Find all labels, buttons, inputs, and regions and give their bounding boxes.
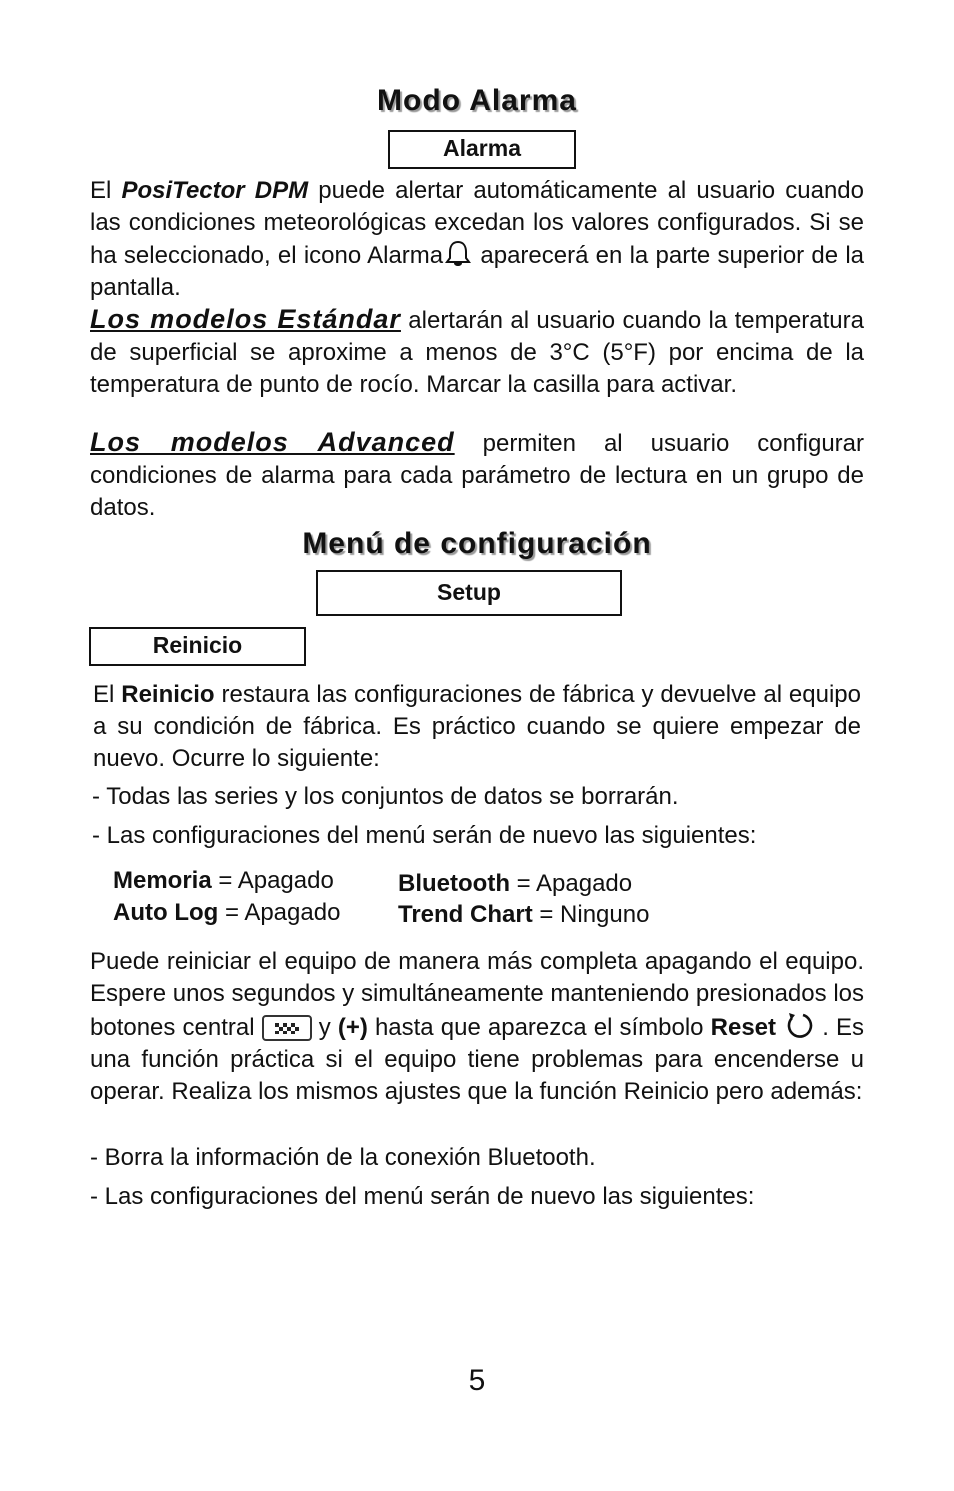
setting-value: = Apagado: [509, 870, 633, 897]
hard-reset-paragraph: [90, 946, 864, 1108]
setting-trend-chart: [398, 899, 649, 931]
page-number: 5: [468, 1364, 486, 1397]
advanced-models-lead: Los modelos Advanced: [90, 427, 455, 457]
hard-reset-text-2: y: [311, 1014, 338, 1041]
setting-bluetooth: [398, 868, 632, 900]
setting-auto-log: [113, 897, 340, 929]
bullet-item: - Las configuraciones del menú serán de nuevo las siguientes:: [90, 1183, 755, 1210]
reset-desc-bold: Reinicio: [121, 681, 215, 708]
bell-alarm-icon: [443, 239, 473, 269]
advanced-models-paragraph: [90, 426, 864, 524]
hard-reset-text-1: Puede reiniciar el equipo de manera más completa apagando el equipo. Espere unos segundos y simultáneamente manteniendo presionados los botones central: [90, 948, 864, 1041]
setup-heading: Menú de configuración: [302, 527, 652, 560]
alarm-intro-text-1: El: [90, 177, 122, 204]
plus-button-label: (+): [337, 1014, 368, 1041]
bullet-item: - Todas las series y los conjuntos de datos se borrarán.: [92, 783, 679, 810]
alarm-heading: Modo Alarma: [377, 84, 577, 117]
standard-models-text: alertarán al usuario cuando la temperatura de superficial se aproxime a menos de 3°C (5°F) por encima de la temperatura de punto de rocío. Marcar la casilla para activar.: [90, 307, 864, 398]
center-button-icon: [262, 1015, 312, 1041]
reset-desc-text-1: El: [93, 681, 122, 708]
bullet-item: - Borra la información de la conexión Bluetooth.: [90, 1144, 596, 1171]
standard-models-lead: Los modelos Estándar: [90, 304, 401, 334]
bullet-item: - Las configuraciones del menú serán de nuevo las siguientes:: [92, 822, 757, 849]
hard-reset-text-4: . Es una función práctica si el equipo tiene problemas para encenderse u operar. Realiza los mismos ajustes que la función Reinicio pero además:: [90, 1014, 864, 1105]
hard-reset-text-3: hasta que aparezca el símbolo: [367, 1014, 711, 1041]
reset-word: Reset: [710, 1014, 777, 1041]
setting-name: Memoria: [113, 867, 212, 894]
alarm-intro-paragraph: [90, 175, 864, 304]
setting-value: = Ninguno: [532, 901, 650, 928]
reset-symbol-icon: [783, 1010, 815, 1042]
brand-name: PosiTector DPM: [121, 177, 309, 204]
setting-memoria: [113, 865, 334, 897]
setting-name: Auto Log: [113, 899, 219, 926]
alarm-menu-box: Alarma: [388, 130, 576, 169]
alarm-intro-text-2: puede alertar automáticamente al usuario cuando las condiciones meteorológicas excedan los valores configurados. Si se ha seleccionado, el icono Alarma: [90, 177, 865, 269]
alarm-intro-text-3: aparecerá en la parte superior de la pantalla.: [90, 242, 864, 301]
setup-menu-box: Setup: [316, 570, 622, 616]
reset-desc-text-2: restaura las configuraciones de fábrica y devuelve al equipo a su condición de fábrica. Es práctico cuando se quiere empezar de nuevo. Ocurre lo siguiente:: [93, 681, 861, 772]
reset-description-paragraph: [93, 679, 861, 775]
setting-value: = Apagado: [218, 899, 341, 926]
advanced-models-text: permiten al usuario configurar condiciones de alarma para cada parámetro de lectura en un grupo de datos.: [90, 430, 864, 521]
setting-value: = Apagado: [211, 867, 334, 894]
standard-models-paragraph: [90, 303, 864, 401]
setting-name: Bluetooth: [398, 870, 510, 897]
reset-menu-box: Reinicio: [89, 627, 306, 666]
setting-name: Trend Chart: [398, 901, 533, 928]
